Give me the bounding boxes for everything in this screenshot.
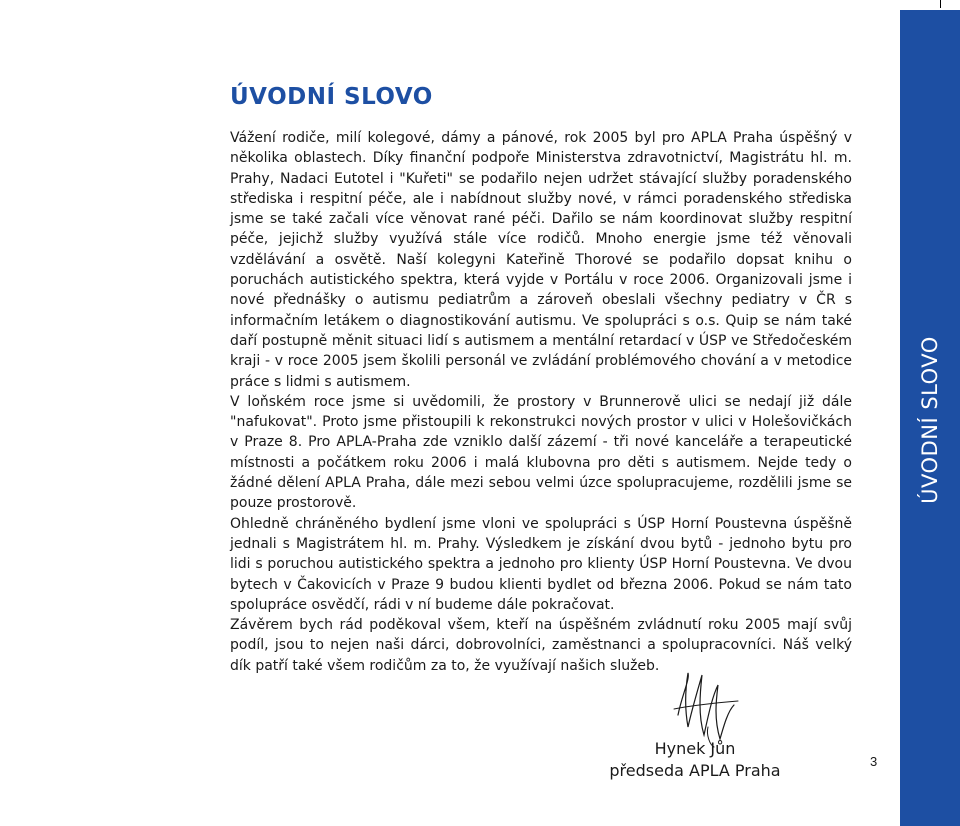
- letter-body: [230, 128, 852, 676]
- handwritten-signature: [668, 665, 744, 749]
- paragraph-thanks: Závěrem bych rád poděkoval všem, kteří na úspěšném zvládnutí roku 2005 mají svůj podíl, jsou to nejen naši dárci, dobrovolníci, zaměstnanci a spolupracovníci. Náš velký dík patří také všem rodičům za to, že využívají našich služeb.: [230, 617, 852, 674]
- signer-name: Hynek Jůn: [654, 739, 736, 758]
- paragraph-intro: Vážení rodiče, milí kolegové, dámy a pánové, rok 2005 byl pro APLA Praha úspěšný v několika oblastech. Díky finanční podpoře Ministerstva zdravotnictví, Magistrátu hl. m. Prahy, Nadaci Eutotel i "Kuřeti" se podařilo nejen udržet stávající služby poradenského střediska i respitní péče, ale i nabídnout služby nové, v rámci poradenského střediska jsme se také začali více věnovat rané péči. Dařilo se nám koordinovat služby respitní péče, jejichž služby využívá stále více rodičů. Mnoho energie jsme též věnovali vzdělávání a osvětě. Naší kolegyni Kateřině Thorové se podařilo dopsat knihu o poruchách autistického spektra, která vyjde v Portálu v roce 2006. Organizovali jsme i nové přednášky o autismu pediatrům a zároveň obeslali všechny pediatry v ČR s informačním letákem o diagnostikování autismu. Ve spolupráci s o.s. Quip se nám také daří postupně měnit situaci lidí s autismem a mentální retardací v ÚSP ve Středočeském kraji - v roce 2005 jsem školili personál ve zvládání problémového chování a v metodice práce s lidmi s autismem.: [230, 130, 852, 390]
- side-band-top-gap: [900, 0, 960, 10]
- page-title: ÚVODNÍ SLOVO: [230, 84, 433, 110]
- page-number: 3: [870, 754, 878, 769]
- signer-role: předseda APLA Praha: [609, 761, 781, 780]
- paragraph-premises: V loňském roce jsme si uvědomili, že prostory v Brunnerově ulici se nedají již dále "nafukovat". Proto jsme přistoupili k rekonstrukci nových prostor v ulici v Holešovičkách v Praze 8. Pro APLA-Praha zde vzniklo další zázemí - tři nové kanceláře a terapeutické místnosti a počátkem roku 2006 i malá klubovna pro děti s autismem. Nejde tedy o žádné dělení APLA Praha, dále mezi sebou velmi úzce spolupracujeme, rozdělili jsme se pouze prostorově.: [230, 393, 852, 512]
- paragraph-housing: Ohledně chráněného bydlení jsme vloni ve spolupráci s ÚSP Horní Poustevna úspěšně jednali s Magistrátem hl. m. Prahy. Výsledkem je získání dvou bytů - jednoho bytu pro lidi s poruchou autistického spektra a jednoho pro klienty ÚSP Horní Poustevna. Ve dvou bytech v Čakovicích v Praze 9 budou klienti bydlet od března 2006. Pokud se nám tato spolupráce osvědčí, rádi v ní budeme dále pokračovat.: [230, 515, 852, 613]
- side-section-label: ÚVODNÍ SLOVO: [918, 336, 942, 504]
- signature-block: [600, 738, 790, 782]
- crop-mark: [940, 0, 941, 8]
